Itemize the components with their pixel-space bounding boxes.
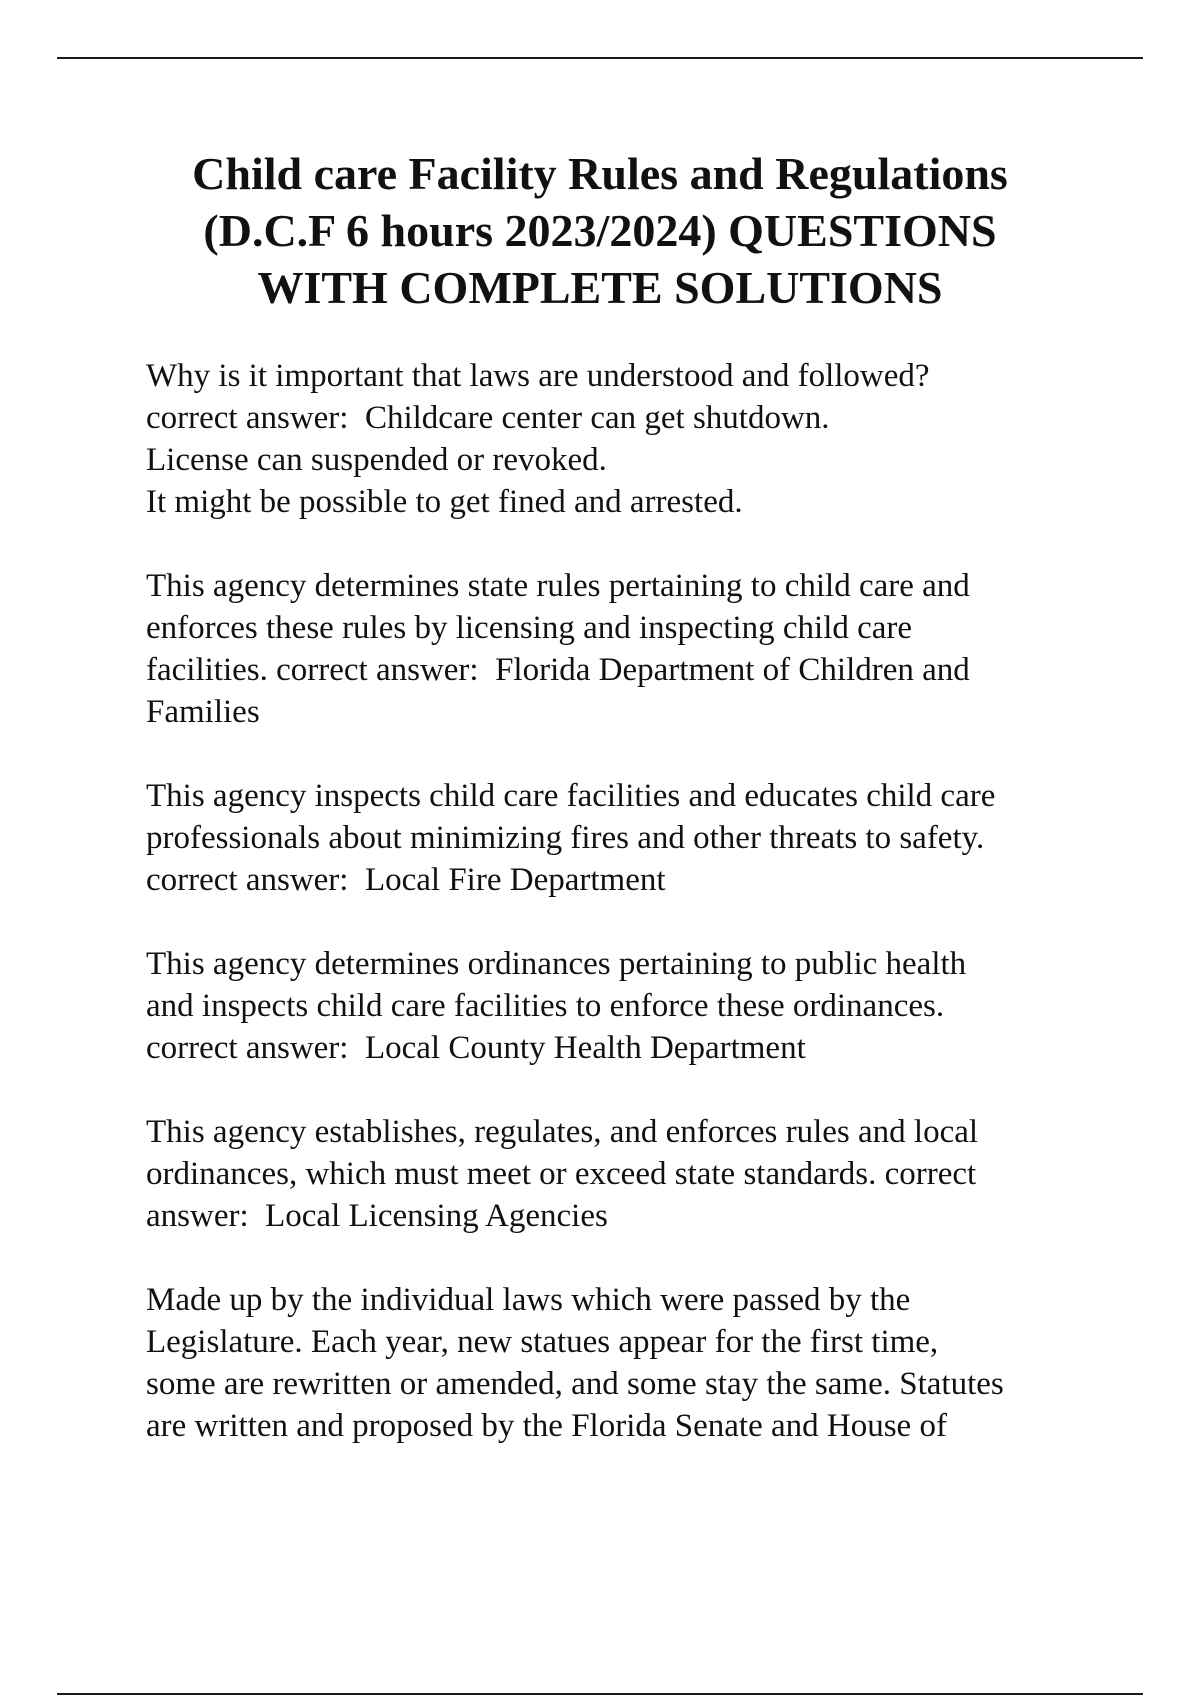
title-line: (D.C.F 6 hours 2023/2024) QUESTIONS bbox=[203, 205, 997, 256]
qa-line: facilities. correct answer: Florida Department of Children and bbox=[146, 652, 970, 688]
qa-line: This agency determines ordinances pertaining to public health bbox=[146, 946, 967, 982]
qa-line: professionals about minimizing fires and other threats to safety. bbox=[146, 820, 985, 856]
qa-line: answer: Local Licensing Agencies bbox=[146, 1198, 608, 1234]
qa-line: correct answer: Childcare center can get shutdown. bbox=[146, 400, 830, 436]
qa-list bbox=[146, 355, 1146, 1489]
title-line: Child care Facility Rules and Regulations bbox=[192, 148, 1008, 199]
qa-line: License can suspended or revoked. bbox=[146, 442, 607, 478]
qa-line: enforces these rules by licensing and inspecting child care bbox=[146, 610, 913, 646]
qa-line: correct answer: Local County Health Department bbox=[146, 1030, 806, 1066]
qa-line: It might be possible to get fined and arrested. bbox=[146, 484, 743, 520]
qa-line: Why is it important that laws are understood and followed? bbox=[146, 358, 930, 394]
qa-line: Families bbox=[146, 694, 260, 730]
qa-block bbox=[146, 943, 1146, 1069]
qa-block bbox=[146, 565, 1146, 733]
qa-line: correct answer: Local Fire Department bbox=[146, 862, 666, 898]
qa-line: ordinances, which must meet or exceed state standards. correct bbox=[146, 1156, 977, 1192]
qa-block bbox=[146, 775, 1146, 901]
qa-line: are written and proposed by the Florida Senate and House of bbox=[146, 1408, 947, 1444]
qa-line: some are rewritten or amended, and some stay the same. Statutes bbox=[146, 1366, 1004, 1402]
qa-block bbox=[146, 1279, 1146, 1447]
title-line: WITH COMPLETE SOLUTIONS bbox=[257, 262, 943, 313]
qa-line: This agency determines state rules pertaining to child care and bbox=[146, 568, 970, 604]
bottom-divider bbox=[57, 1693, 1143, 1695]
qa-line: This agency inspects child care facilities and educates child care bbox=[146, 778, 996, 814]
qa-line: This agency establishes, regulates, and enforces rules and local bbox=[146, 1114, 979, 1150]
qa-block bbox=[146, 355, 1146, 523]
qa-line: and inspects child care facilities to enforce these ordinances. bbox=[146, 988, 945, 1024]
qa-block bbox=[146, 1111, 1146, 1237]
document-title bbox=[100, 145, 1100, 316]
qa-line: Legislature. Each year, new statues appear for the first time, bbox=[146, 1324, 939, 1360]
qa-line: Made up by the individual laws which were passed by the bbox=[146, 1282, 911, 1318]
top-divider bbox=[57, 57, 1143, 59]
